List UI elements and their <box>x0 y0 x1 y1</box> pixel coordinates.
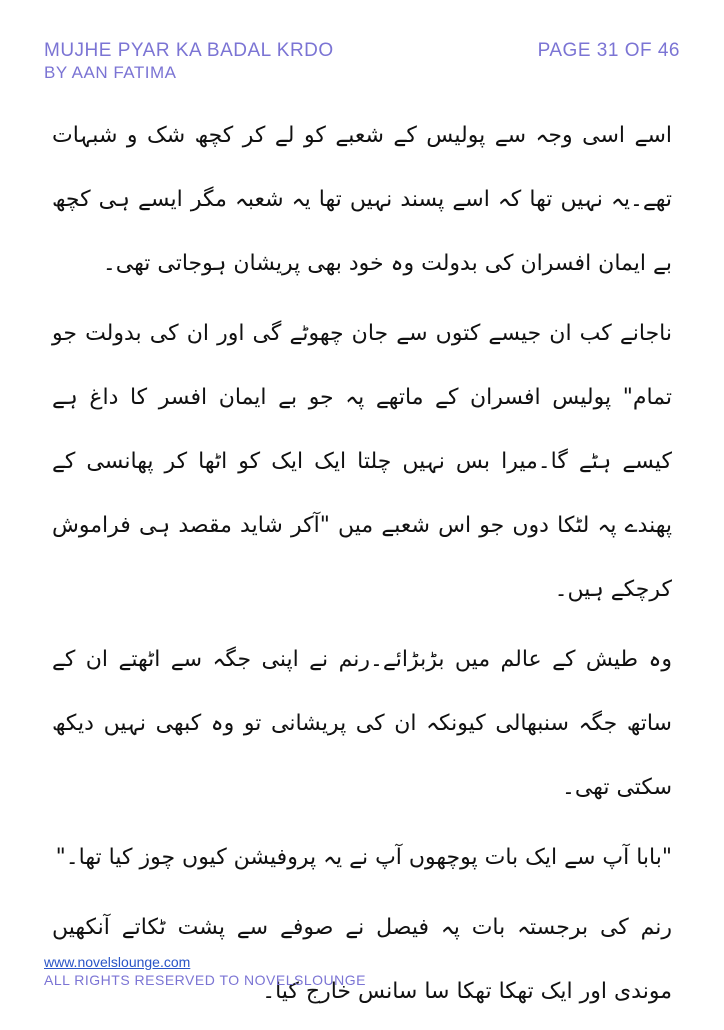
website-link[interactable]: www.novelslounge.com <box>44 954 191 970</box>
page-body <box>52 104 672 1030</box>
author-byline: BY AAN FATIMA <box>44 63 177 82</box>
page-footer <box>44 954 366 988</box>
paragraph: "بابا آپ سے ایک بات پوچھوں آپ نے یہ پروفیشن کیوں چوز کیا تھا۔" <box>55 845 672 870</box>
copyright-notice: ALL RIGHTS RESERVED TO NOVELSLOUNGE <box>44 972 366 988</box>
paragraph: اسے اسی وجہ سے پولیس کے شعبے کو لے کر کچھ شک و شبہات تھے۔یہ نہیں تھا کہ اسے پسند نہیں تھا یہ شعبہ مگر ایسے ہی کچھ بے ایمان افسران کی بدولت وہ خود بھی پریشان ہوجاتی تھی۔ <box>52 123 672 276</box>
paragraph: رنم کی برجستہ بات پہ فیصل نے صوفے سے پشت ٹکاتے آنکھیں موندی اور ایک تھکا تھکا سا سانس خارج کیا۔ <box>52 915 672 1004</box>
novel-title: MUJHE PYAR KA BADAL KRDO <box>44 40 334 61</box>
page-number: PAGE 31 OF 46 <box>537 40 680 61</box>
paragraph: وہ طیش کے عالم میں بڑبڑائے۔رنم نے اپنی جگہ سے اٹھتے ان کے ساتھ جگہ سنبھالی کیونکہ ان کی پریشانی تو وہ کبھی نہیں دیکھ سکتی تھی۔ <box>52 647 672 800</box>
paragraph: ناجانے کب ان جیسے کتوں سے جان چھوٹے گی اور ان کی بدولت جو تمام" پولیس افسران کے ماتھے پہ جو بے ایمان افسر کا داغ ہے کیسے ہٹے گا۔میرا بس نہیں چلتا ایک ایک کو اٹھا کر پھانسی کے پھندے پہ لٹکا دوں جو اس شعبے میں "آکر شاید مقصد ہی فراموش کرچکے ہیں۔ <box>52 321 672 602</box>
